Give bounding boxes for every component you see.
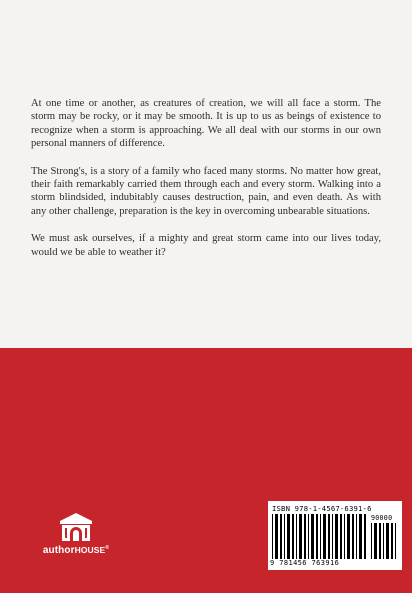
house-arch-icon — [59, 512, 93, 542]
publisher-name: authorHOUSE® — [42, 545, 110, 556]
barcode-bar — [391, 523, 393, 559]
barcode-bar — [320, 514, 321, 559]
price-code: 90000 — [371, 514, 393, 522]
barcode-bar — [323, 514, 326, 559]
barcode-bar — [280, 514, 282, 559]
publisher-logo — [40, 512, 112, 562]
ean-barcode — [272, 514, 367, 559]
barcode-bar — [284, 514, 285, 559]
blurb-paragraph-2: The Strong's, is a story of a family who faced many storms. No matter how great, their faith remarkably carried them through each and every storm. Walking into a storm blindsided, indubitably causes destruction, pain, and even death. As with any other challenge, preparation is the key in overcoming unbearable situations. — [31, 165, 381, 217]
isbn-label: ISBN 978-1-4567-6391-6 — [272, 504, 372, 513]
barcode-bar — [359, 514, 362, 559]
barcode-bar — [308, 514, 309, 559]
barcode-bar — [347, 514, 350, 559]
barcode-panel — [268, 501, 402, 570]
barcode-bar — [352, 514, 354, 559]
barcode-bar — [356, 514, 357, 559]
barcode-bar — [304, 514, 306, 559]
barcode-bar — [374, 523, 377, 559]
barcode-bar — [379, 523, 381, 559]
barcode-bar — [344, 514, 345, 559]
barcode-bar — [311, 514, 314, 559]
barcode-bar — [316, 514, 318, 559]
price-addon-barcode — [371, 523, 398, 559]
barcode-bar — [296, 514, 297, 559]
barcode-bar — [275, 514, 278, 559]
barcode-bar — [272, 514, 273, 559]
barcode-bar — [383, 523, 384, 559]
barcode-bar — [292, 514, 294, 559]
barcode-bar — [364, 514, 366, 559]
barcode-bar — [287, 514, 290, 559]
ean-digits: 9 781456 763916 — [270, 559, 340, 567]
back-cover-blurb — [31, 97, 381, 273]
blurb-paragraph-3: We must ask ourselves, if a mighty and great storm came into our lives today, would we be able to weather it? — [31, 233, 381, 258]
barcode-bar — [386, 523, 389, 559]
barcode-bar — [299, 514, 302, 559]
blurb-paragraph-1: At one time or another, as creatures of creation, we will all face a storm. The storm may be rocky, or it may be smooth. It is up to us as beings of existence to recognize when a storm is approaching. We all deal with our storms in our own personal manners of difference. — [31, 98, 381, 150]
barcode-bar — [371, 523, 372, 559]
barcode-bar — [340, 514, 342, 559]
barcode-bar — [335, 514, 338, 559]
barcode-bar — [395, 523, 396, 559]
barcode-bar — [328, 514, 330, 559]
barcode-bar — [332, 514, 333, 559]
